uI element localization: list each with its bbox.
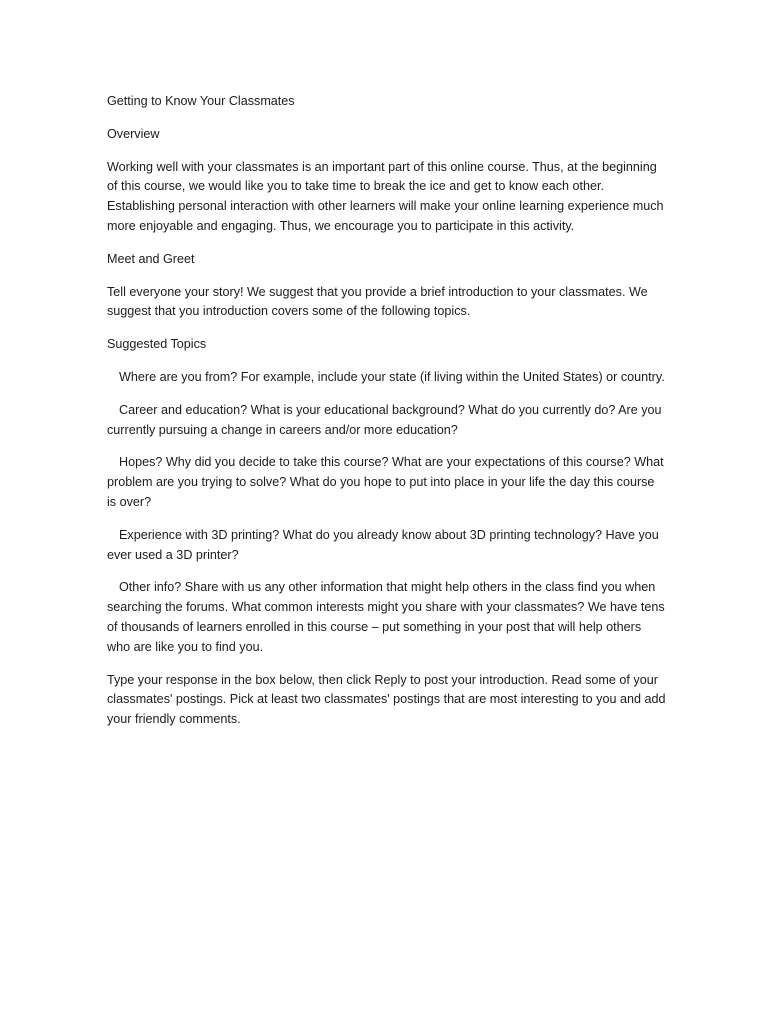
topic-hopes: Hopes? Why did you decide to take this course? What are your expectations of this course? What problem are you trying to solve? What do you hope to put into place in your life the day this course is over? <box>107 455 664 509</box>
topic-3d-printing-experience: Experience with 3D printing? What do you already know about 3D printing technology? Have you ever used a 3D printer? <box>107 527 659 562</box>
overview-heading: Overview <box>107 126 160 141</box>
topic-other-info: Other info? Share with us any other information that might help others in the class find you when searching the forums. What common interests might you share with your classmates? We have tens of thousands of learners enrolled in this course – put something in your post that will help others who are like you to find you. <box>107 580 665 654</box>
document-body <box>107 92 667 743</box>
suggested-topics-heading: Suggested Topics <box>107 337 207 352</box>
meet-and-greet-heading: Meet and Greet <box>107 251 195 266</box>
topic-career-education: Career and education? What is your educational background? What do you currently do? Are you currently pursuing a change in careers and/or more education? <box>107 402 662 437</box>
topic-location: Where are you from? For example, include your state (if living within the United States) or country. <box>119 369 665 384</box>
overview-paragraph: Working well with your classmates is an important part of this online course. Thus, at the beginning of this course, we would like you to take time to break the ice and get to know each other. Establishing personal interaction with other learners will make your online learning experience much more enjoyable and engaging. Thus, we encourage you to participate in this activity. <box>107 159 664 233</box>
document-title: Getting to Know Your Classmates <box>107 94 295 108</box>
meet-and-greet-paragraph: Tell everyone your story! We suggest that you provide a brief introduction to your classmates. We suggest that you introduction covers some of the following topics. <box>107 284 648 319</box>
closing-instructions: Type your response in the box below, then click Reply to post your introduction. Read some of your classmates' postings. Pick at least two classmates' postings that are most interesting to you and add your friendly comments. <box>107 672 666 727</box>
